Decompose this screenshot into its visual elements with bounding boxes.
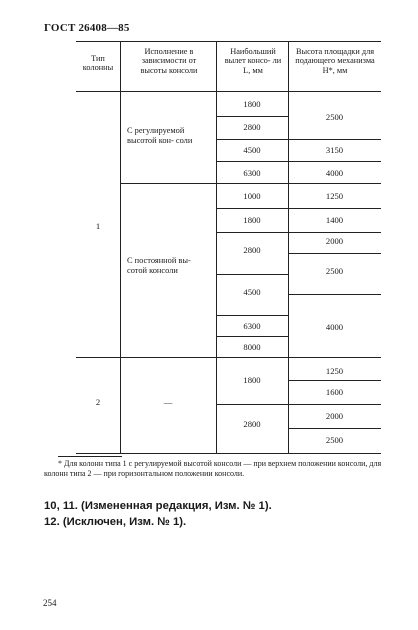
reach-value: 1800 <box>243 99 261 109</box>
column-rule <box>120 41 121 453</box>
header-column-type: Тип колонны <box>82 54 114 73</box>
reach-value: 1800 <box>243 375 261 385</box>
column-type-2: 2 <box>95 397 101 407</box>
reach-row-rule <box>216 208 288 209</box>
height-value: 2000 <box>325 236 344 246</box>
parameters-table <box>76 41 381 453</box>
height-value: 1600 <box>325 387 344 397</box>
reach-row-rule <box>216 315 288 316</box>
reach-row-rule <box>216 161 288 162</box>
reach-row-rule <box>216 139 288 140</box>
section-divider-rule <box>120 183 381 184</box>
standard-header: ГОСТ 26408—85 <box>44 22 130 34</box>
edit-note-12: 12. (Исключен, Изм. № 1). <box>44 516 187 528</box>
edit-note-10-11: 10, 11. (Измененная редакция, Изм. № 1). <box>44 500 272 512</box>
reach-value: 2800 <box>243 122 261 132</box>
height-value: 2500 <box>325 435 344 445</box>
height-row-rule <box>288 161 381 162</box>
reach-value: 8000 <box>243 342 261 352</box>
reach-row-rule <box>216 404 288 405</box>
height-row-rule <box>288 428 381 429</box>
reach-value: 2800 <box>243 245 261 255</box>
reach-value: 4500 <box>243 287 261 297</box>
height-row-rule <box>288 232 381 233</box>
height-value: 2500 <box>325 266 344 276</box>
height-row-rule <box>288 208 381 209</box>
height-row-rule <box>288 139 381 140</box>
column-type-1: 1 <box>95 221 101 231</box>
reach-value: 2800 <box>243 419 261 429</box>
height-value: 2500 <box>325 112 344 122</box>
header-bottom-rule <box>76 91 381 92</box>
height-value: 1250 <box>325 191 344 201</box>
reach-value: 4500 <box>243 145 261 155</box>
height-row-rule <box>288 380 381 381</box>
reach-value: 1000 <box>243 191 261 201</box>
height-row-rule <box>288 294 381 295</box>
footnote-rule <box>58 456 122 457</box>
reach-row-rule <box>216 116 288 117</box>
page-number: 254 <box>43 598 57 608</box>
height-value: 2000 <box>325 411 344 421</box>
reach-value: 1800 <box>243 215 261 225</box>
reach-value: 6300 <box>243 168 261 178</box>
height-value: 4000 <box>325 168 344 178</box>
height-value: 4000 <box>325 322 344 332</box>
reach-row-rule <box>216 336 288 337</box>
execution-constant: С постоянной вы- сотой консоли <box>127 256 191 275</box>
height-value: 3150 <box>325 145 344 155</box>
reach-row-rule <box>216 232 288 233</box>
height-row-rule <box>288 404 381 405</box>
height-value: 1400 <box>325 215 344 225</box>
reach-row-rule <box>216 274 288 275</box>
execution-none: — <box>163 397 173 407</box>
height-row-rule <box>288 253 381 254</box>
group-divider-rule <box>76 357 381 358</box>
header-max-reach: Наибольший вылет консо- ли L, мм <box>224 47 282 75</box>
table-bottom-rule <box>76 453 381 454</box>
header-platform-height: Высота площадки для подающего механизма H*, мм <box>295 47 375 75</box>
header-execution: Исполнение в зависимости от высоты консоли <box>140 47 198 75</box>
footnote: * Для колонн типа 1 с регулируемой высотой консоли — при верхнем положении консоли, для колонн типа 2 — при горизонтальном положении консоли. <box>44 459 382 479</box>
reach-value: 6300 <box>243 321 261 331</box>
height-value: 1250 <box>325 366 344 376</box>
table-top-rule <box>76 41 381 42</box>
execution-adjustable: С регулируемой высотой кон- соли <box>127 126 193 145</box>
